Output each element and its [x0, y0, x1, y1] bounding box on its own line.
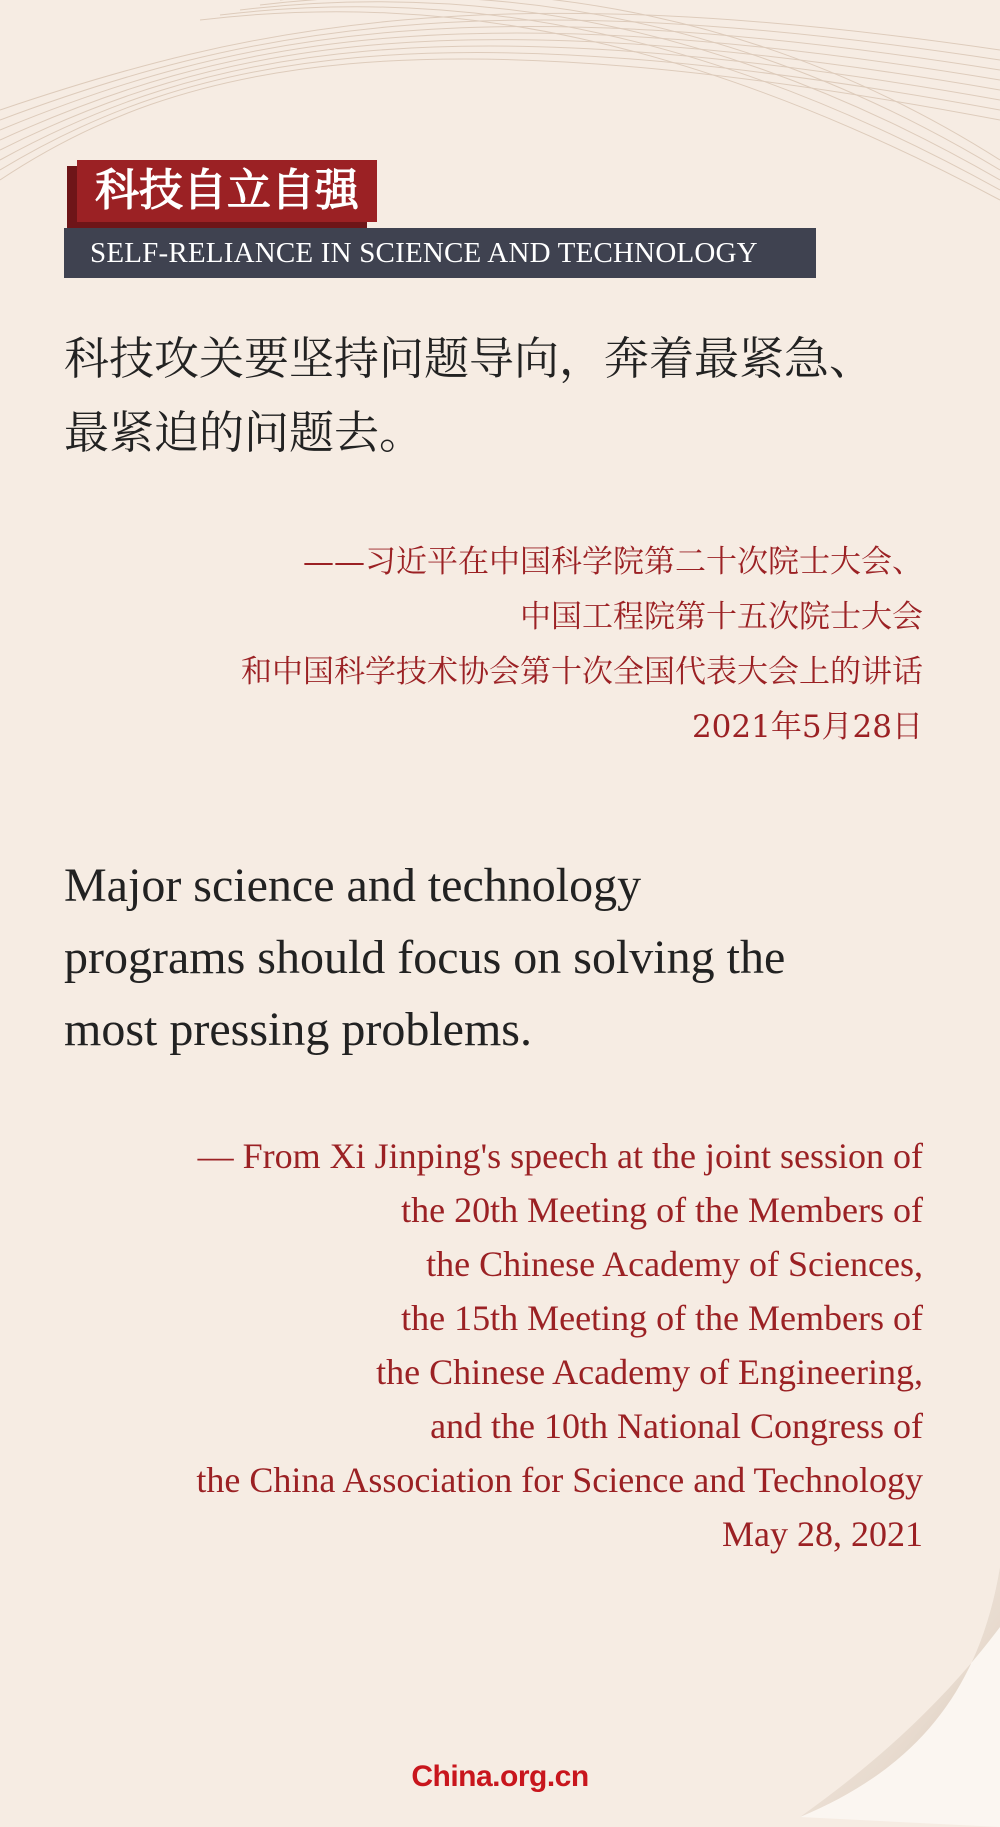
- attribution-en-line: the 15th Meeting of the Members of: [401, 1298, 923, 1338]
- quote-cn-line: 科技攻关要坚持问题导向，奔着最紧急、: [64, 332, 875, 385]
- title-en-banner: SELF-RELIANCE IN SCIENCE AND TECHNOLOGY: [64, 228, 816, 278]
- attribution-cn: [63, 535, 923, 755]
- attribution-en-line: the Chinese Academy of Engineering,: [376, 1352, 923, 1392]
- quote-en-line: programs should focus on solving the: [64, 931, 786, 984]
- attribution-en-line: — From Xi Jinping's speech at the joint session of: [197, 1136, 923, 1176]
- attribution-cn-line: ——习近平在中国科学院第二十次院士大会、: [303, 544, 923, 580]
- china-org-cn-logo[interactable]: China.org.cn: [411, 1760, 589, 1793]
- attribution-en-line: and the 10th National Congress of: [430, 1406, 923, 1446]
- attribution-en-line: the Chinese Academy of Sciences,: [426, 1244, 923, 1284]
- attribution-en-date: May 28, 2021: [722, 1514, 923, 1554]
- quote-en-line: Major science and technology: [64, 859, 642, 912]
- attribution-cn-line: 中国工程院第十五次院士大会: [520, 599, 923, 635]
- quote-cn-line: 最紧迫的问题去。: [64, 406, 425, 459]
- attribution-en-line: the 20th Meeting of the Members of: [401, 1190, 923, 1230]
- attribution-en-line: the China Association for Science and Technology: [196, 1460, 923, 1500]
- quote-cn: [64, 322, 984, 470]
- quote-en: [64, 850, 944, 1066]
- title-cn-banner: 科技自立自强: [77, 160, 377, 222]
- attribution-en: [23, 1129, 923, 1561]
- attribution-cn-line: 和中国科学技术协会第十次全国代表大会上的讲话: [241, 654, 923, 690]
- quote-en-line: most pressing problems.: [64, 1003, 532, 1056]
- attribution-cn-date: 2021年5月28日: [691, 709, 923, 745]
